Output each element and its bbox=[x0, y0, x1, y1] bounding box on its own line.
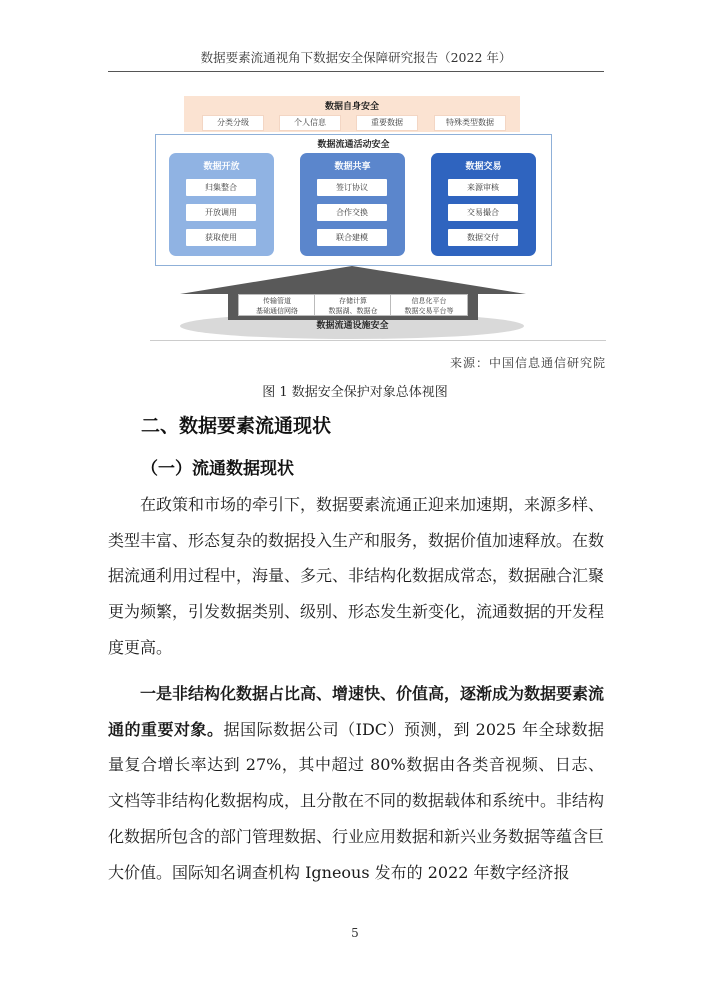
column-data-open bbox=[169, 153, 274, 256]
column-item: 获取使用 bbox=[186, 229, 256, 246]
figure-source: 来源：中国信息通信研究院 bbox=[449, 356, 606, 370]
column-item: 开放调用 bbox=[186, 204, 256, 221]
infrastructure-roof bbox=[180, 266, 526, 294]
infrastructure-item-line: 基础通信网络 bbox=[256, 307, 298, 315]
column-item: 来源审核 bbox=[448, 179, 518, 196]
infrastructure-item-platform bbox=[390, 294, 468, 316]
column-data-trade bbox=[431, 153, 536, 256]
running-header: 数据要素流通视角下数据安全保障研究报告（2022 年） bbox=[200, 50, 512, 65]
infrastructure-title: 数据流通设施安全 bbox=[316, 321, 389, 331]
page-number: 5 bbox=[351, 926, 359, 940]
column-item: 签订协议 bbox=[317, 179, 387, 196]
header-rule bbox=[108, 71, 604, 72]
figure-caption: 图 1 数据安全保护对象总体视图 bbox=[262, 385, 448, 400]
infrastructure-item-line: 传输管道 bbox=[263, 297, 291, 305]
self-security-item: 分类分级 bbox=[202, 115, 264, 131]
column-item: 数据交付 bbox=[448, 229, 518, 246]
column-item: 交易撮合 bbox=[448, 204, 518, 221]
self-security-item: 重要数据 bbox=[356, 115, 418, 131]
infrastructure-item-line: 信息化平台 bbox=[411, 297, 447, 305]
infrastructure-item-line: 数据交易平台等 bbox=[404, 307, 454, 315]
flow-activity-title: 数据流通活动安全 bbox=[317, 140, 390, 150]
figure-bottom-rule bbox=[150, 340, 606, 341]
paragraph-2 bbox=[108, 676, 604, 890]
security-overview-figure bbox=[150, 88, 555, 340]
infrastructure-item-line: 数据湖、数据仓 bbox=[328, 307, 378, 315]
infrastructure-item-line: 存储计算 bbox=[339, 297, 367, 305]
self-security-item: 个人信息 bbox=[279, 115, 341, 131]
section-heading: 二、数据要素流通现状 bbox=[141, 415, 332, 437]
self-security-item: 特殊类型数据 bbox=[434, 115, 506, 131]
column-title: 数据交易 bbox=[465, 162, 502, 172]
paragraph-1: 在政策和市场的牵引下，数据要素流通正迎来加速期，来源多样、类型丰富、形态复杂的数据投入生产和服务，数据价值加速释放。在数据流通利用过程中，海量、多元、非结构化数据成常态，数据融合汇聚更为频繁，引发数据类别、级别、形态发生新变化，流通数据的开发程度更高。 bbox=[108, 495, 605, 657]
self-security-band bbox=[184, 96, 520, 132]
column-item: 合作交换 bbox=[317, 204, 387, 221]
paragraph-2-lead: 一是非结构化数据占比高、增速快、价值高，逐渐成为数据要素流通的重要对象。 bbox=[108, 684, 605, 739]
paragraph-2-body: 据国际数据公司（IDC）预测，到 2025 年全球数据量复合增长率达到 27%，其中超过 80%数据由各类音视频、日志、文档等非结构化数据构成，且分散在不同的数据载体和系统中。非结构化数据所包含的部门管理数据、行业应用数据和新兴业务数据等蕴含巨大价值。国际知名调查机构 Igneous 发布的 2022 年数字经济报 bbox=[108, 719, 605, 882]
column-title: 数据开放 bbox=[203, 162, 240, 172]
column-title: 数据共享 bbox=[334, 162, 371, 172]
subsection-heading: （一）流通数据现状 bbox=[141, 459, 294, 479]
infrastructure-item-storage bbox=[314, 294, 392, 316]
column-data-share bbox=[300, 153, 405, 256]
flow-activity-box bbox=[155, 134, 552, 266]
self-security-title: 数据自身安全 bbox=[324, 102, 379, 112]
infrastructure-item-transport bbox=[238, 294, 316, 316]
column-item: 联合建模 bbox=[317, 229, 387, 246]
column-item: 归集整合 bbox=[186, 179, 256, 196]
